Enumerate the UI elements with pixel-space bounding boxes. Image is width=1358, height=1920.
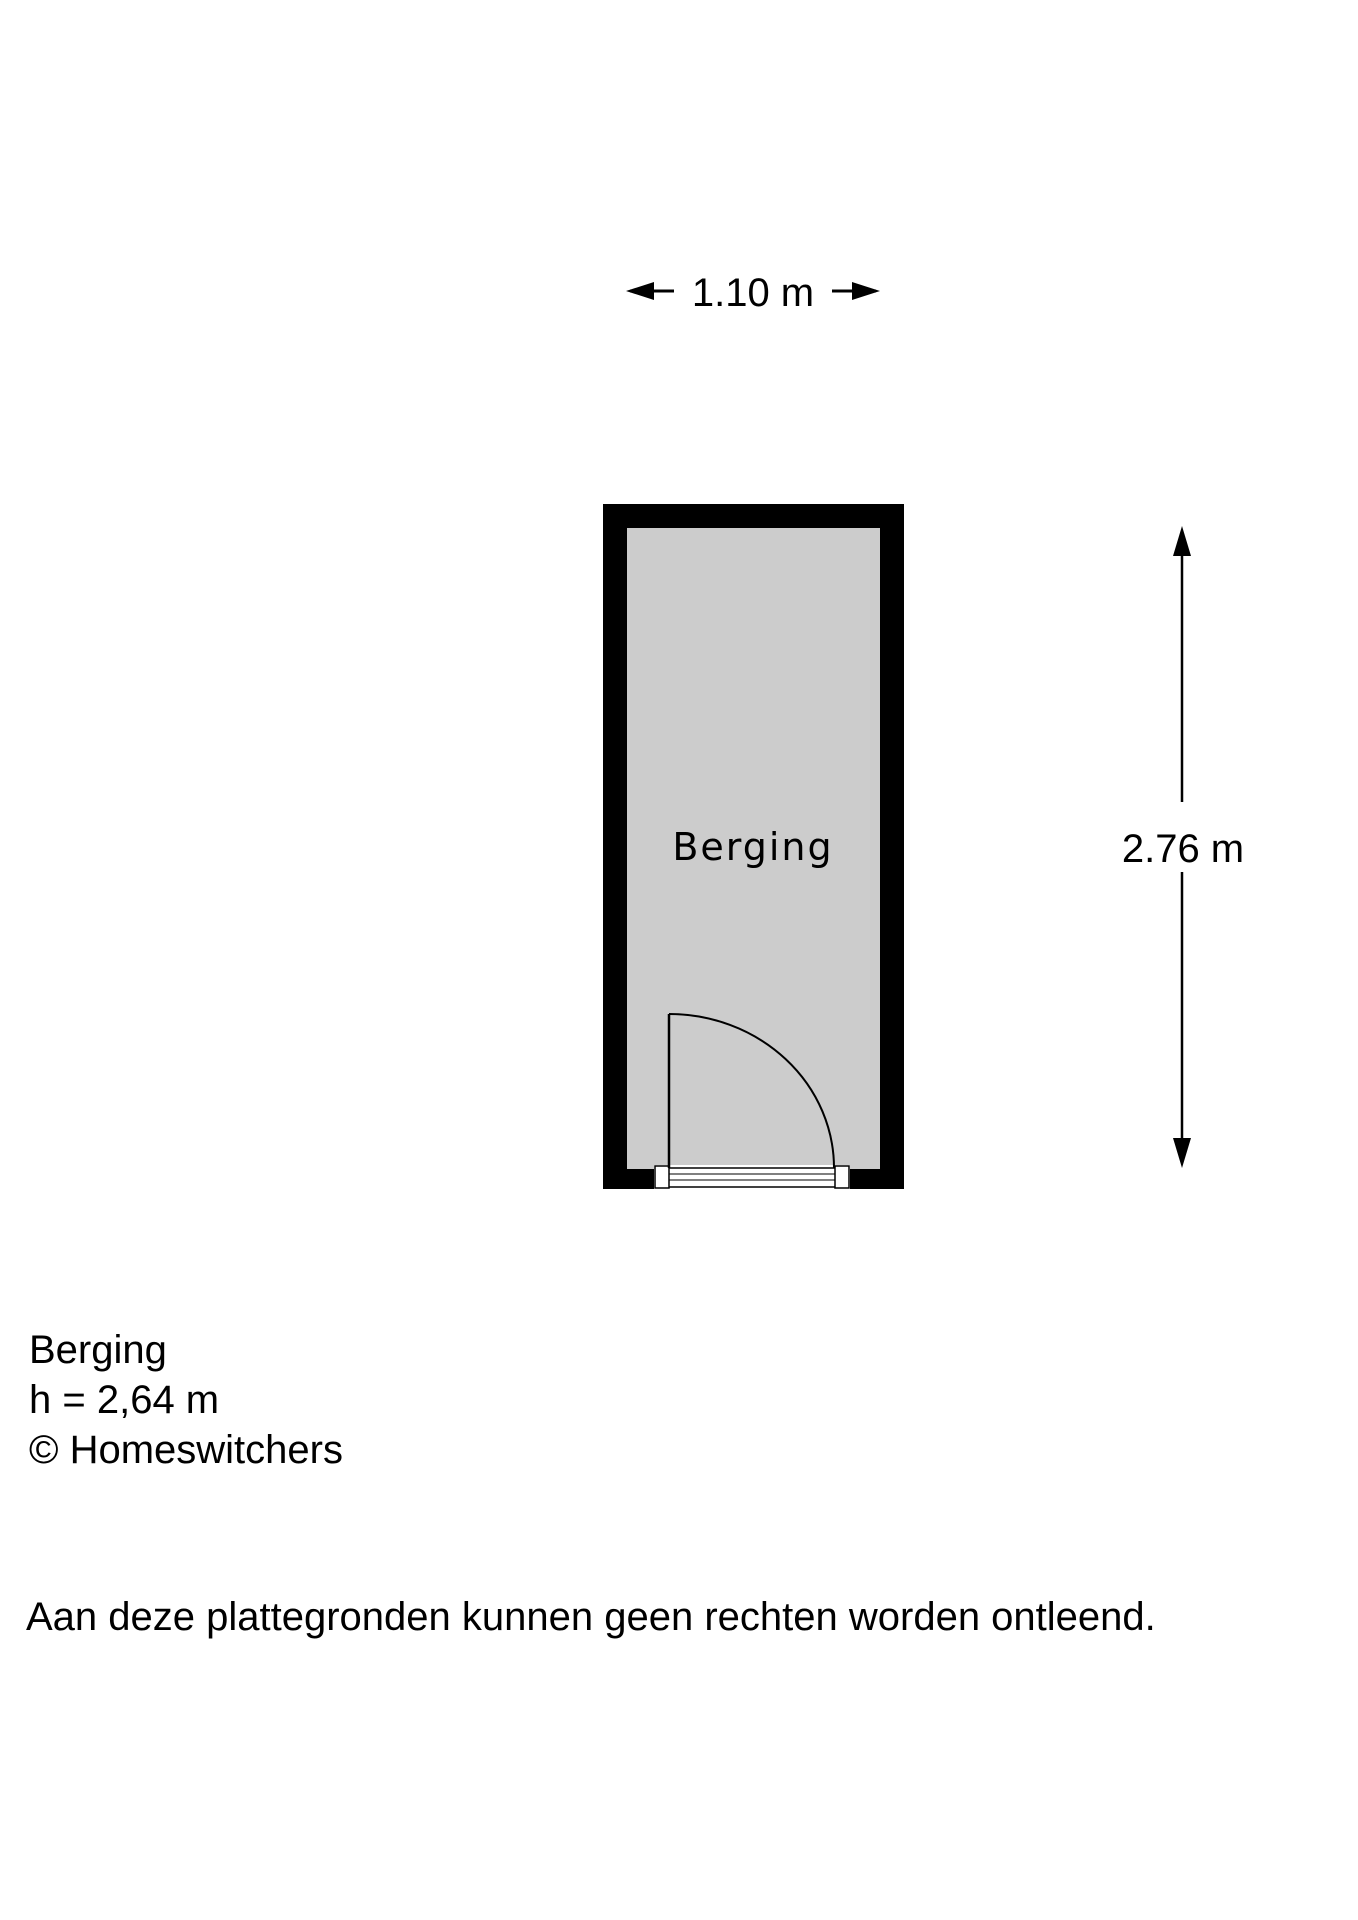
- width-dimension: [626, 271, 880, 315]
- room-label: Berging: [672, 825, 834, 869]
- info-copyright: © Homeswitchers: [29, 1428, 343, 1472]
- length-dimension-label: 2.76 m: [1121, 827, 1245, 871]
- storage-room: [603, 504, 904, 1189]
- info-ceiling-height: h = 2,64 m: [29, 1378, 220, 1422]
- door-jamb-right: [835, 1166, 849, 1188]
- door-jamb-left: [655, 1166, 669, 1188]
- length-arrow-bottom-head: [1173, 1138, 1191, 1168]
- info-room-name: Berging: [29, 1328, 167, 1372]
- disclaimer-text: Aan deze plattegronden kunnen geen rechten worden ontleend.: [26, 1595, 1156, 1639]
- width-arrow-right-head: [852, 282, 880, 300]
- width-dimension-label: 1.10 m: [691, 271, 815, 315]
- length-arrow-top-head: [1173, 526, 1191, 556]
- length-dimension: [1122, 526, 1244, 1168]
- width-arrow-left-head: [626, 282, 654, 300]
- room-info: [29, 1325, 343, 1475]
